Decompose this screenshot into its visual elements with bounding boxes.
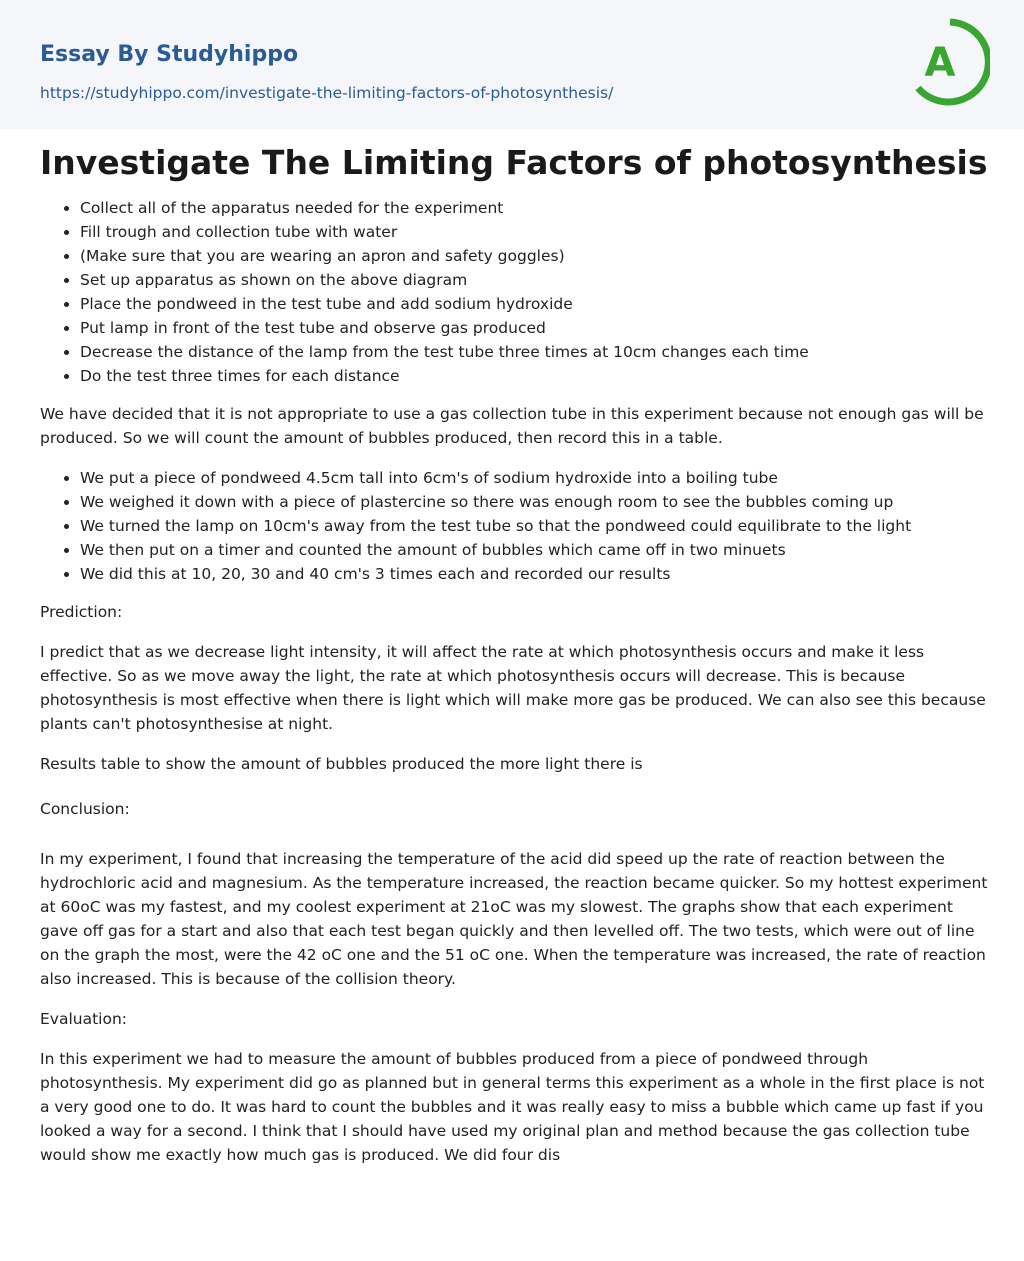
list-item: • Put lamp in front of the test tube and observe gas produced xyxy=(80,316,990,340)
prediction-paragraph: I predict that as we decrease light intensity, it will affect the rate at which photosynthesis occurs and make it less effective. So as we move away the light, the rate at which photosynthesis occurs will decrease. This is because photosynthesis is most effective when there is light which will make more gas be produced. We can also see this because plants can't photosynthesise at night. xyxy=(40,643,986,733)
source-url-link[interactable]: https://studyhippo.com/investigate-the-limiting-factors-of-photosynthesis/ xyxy=(40,84,614,102)
list-item: • Decrease the distance of the lamp from the test tube three times at 10cm changes each time xyxy=(80,340,990,364)
method-steps-list xyxy=(40,196,990,388)
evaluation-paragraph: In this experiment we had to measure the amount of bubbles produced from a piece of pondweed through photosynthesis. My experiment did go as planned but in general terms this experiment as a whole in the first place is not a very good one to do. It was hard to count the bubbles and it was really easy to miss a bubble which came up fast if you looked a way for a second. I think that I should have used my original plan and method because the gas collection tube would show me exactly how much gas is produced. We did four dis xyxy=(40,1050,985,1164)
brand-title: Essay By Studyhippo xyxy=(40,42,299,67)
page-title: Investigate The Limiting Factors of photosynthesis xyxy=(40,143,988,182)
list-item: • Set up apparatus as shown on the above diagram xyxy=(80,268,990,292)
list-item: • We turned the lamp on 10cm's away from the test tube so that the pondweed could equilibrate to the light xyxy=(80,514,990,538)
studyhippo-logo-icon xyxy=(910,18,990,108)
decision-paragraph: We have decided that it is not appropriate to use a gas collection tube in this experiment because not enough gas will be produced. So we will count the amount of bubbles produced, then record this in a table. xyxy=(40,405,984,447)
list-item: • Place the pondweed in the test tube and add sodium hydroxide xyxy=(80,292,990,316)
list-item: • We weighed it down with a piece of plastercine so there was enough room to see the bubbles coming up xyxy=(80,490,990,514)
list-item: • Do the test three times for each distance xyxy=(80,364,990,388)
logo-letter: A xyxy=(924,40,956,86)
list-item: • (Make sure that you are wearing an apron and safety goggles) xyxy=(80,244,990,268)
page-header xyxy=(0,0,1024,129)
evaluation-label: Evaluation: xyxy=(40,1010,128,1028)
conclusion-paragraph: In my experiment, I found that increasing the temperature of the acid did speed up the rate of reaction between the hydrochloric acid and magnesium. As the temperature increased, the reaction became quicker. So my hottest experiment at 60oC was my fastest, and my coolest experiment at 21oC was my slowest. The graphs show that each experiment gave off gas for a start and also that each test began quickly and then levelled off. The two tests, which were out of line on the graph the most, were the 42 oC one and the 51 oC one. When the temperature was increased, the rate of reaction also increased. This is because of the collision theory. xyxy=(40,850,988,988)
article-content xyxy=(40,143,990,1183)
list-item: • Collect all of the apparatus needed for the experiment xyxy=(80,196,990,220)
prediction-label: Prediction: xyxy=(40,603,123,621)
list-item: • We then put on a timer and counted the amount of bubbles which came off in two minuets xyxy=(80,538,990,562)
list-item: • Fill trough and collection tube with water xyxy=(80,220,990,244)
conclusion-label: Conclusion: xyxy=(40,800,130,818)
procedure-steps-list xyxy=(40,466,990,586)
list-item: • We did this at 10, 20, 30 and 40 cm's 3 times each and recorded our results xyxy=(80,562,990,586)
list-item: • We put a piece of pondweed 4.5cm tall into 6cm's of sodium hydroxide into a boiling tube xyxy=(80,466,990,490)
results-caption: Results table to show the amount of bubbles produced the more light there is xyxy=(40,755,643,773)
